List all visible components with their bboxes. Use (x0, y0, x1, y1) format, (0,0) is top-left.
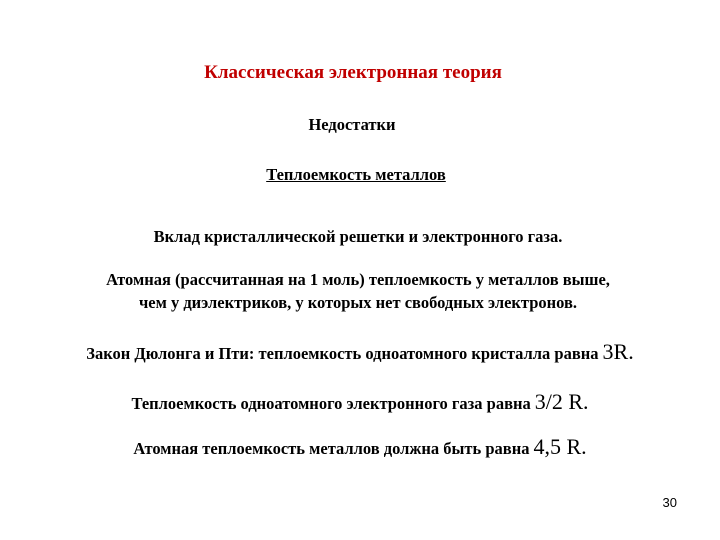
metal-heat-text: Атомная теплоемкость металлов должна быть равна (133, 439, 530, 458)
paragraph-atomic-heat-line2: чем у диэлектриков, у которых нет свободных электронов. (138, 293, 578, 312)
dulong-petit-text: Закон Дюлонга и Пти: теплоемкость одноатомного кристалла равна (86, 344, 599, 363)
section-heading (0, 165, 716, 185)
metal-heat-value: 4,5 R. (533, 434, 587, 459)
page-number: 30 (662, 495, 677, 510)
paragraph-metal-heat (0, 434, 720, 460)
paragraph-dulong-petit (0, 339, 720, 365)
slide-title: Классическая электронная теория (204, 62, 502, 83)
dulong-petit-value: 3R. (602, 339, 634, 364)
electron-gas-text: Теплоемкость одноатомного электронного газа равна (131, 394, 531, 413)
paragraph-atomic-heat-line1: Атомная (рассчитанная на 1 моль) теплоемкость у металлов выше, (106, 270, 610, 289)
subtitle: Недостатки (308, 115, 396, 134)
paragraph-lattice-contribution: Вклад кристаллической решетки и электронного газа. (153, 227, 563, 246)
paragraph-electron-gas (0, 389, 720, 415)
section-heading-text: Теплоемкость металлов (266, 165, 446, 184)
electron-gas-value: 3/2 R. (534, 389, 589, 414)
